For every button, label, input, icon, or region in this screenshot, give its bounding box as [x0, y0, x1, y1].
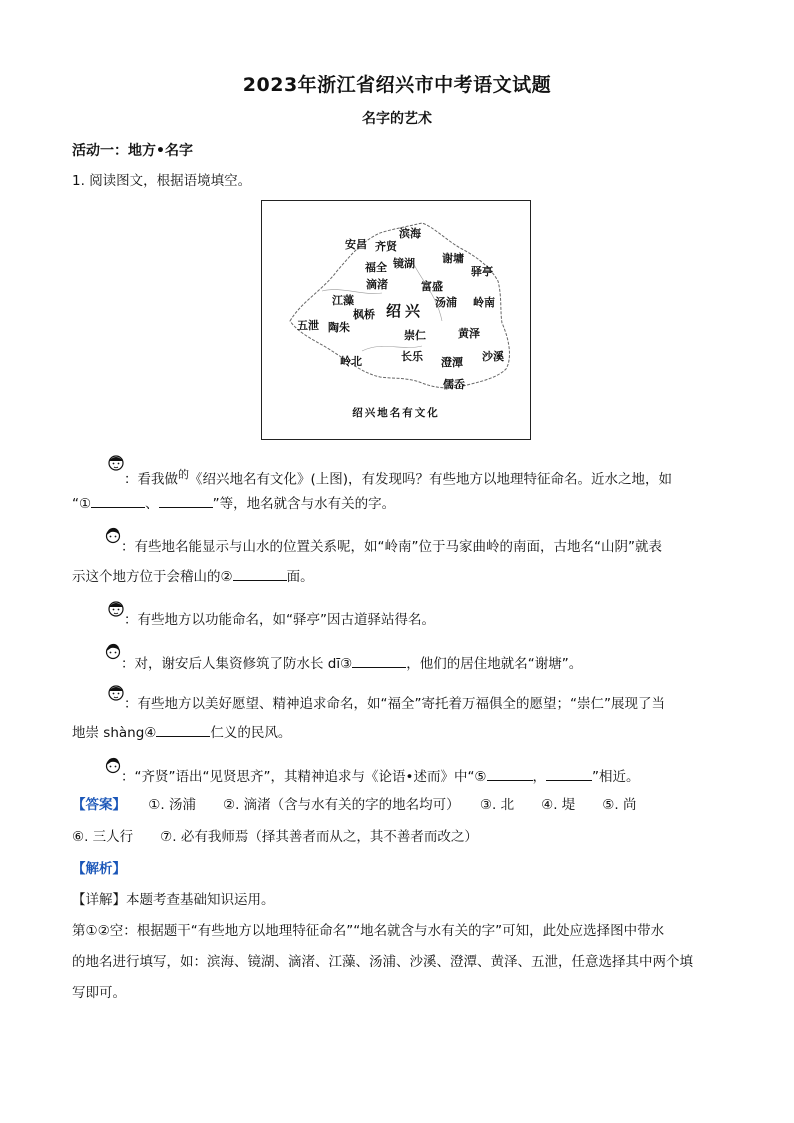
- boy-avatar-icon: [107, 452, 125, 472]
- analysis-label: 【解析】: [72, 861, 126, 877]
- map-place: 枫桥: [353, 308, 375, 321]
- dialogue-text: “①: [72, 496, 92, 512]
- answer-blank[interactable]: [159, 494, 213, 508]
- detail-line: [72, 891, 275, 909]
- analysis-para: 写即可。: [72, 985, 126, 1001]
- map-place: 岭南: [473, 296, 495, 309]
- question-number: 1.: [72, 173, 85, 189]
- dialogue-text: ，他们的居住地就名“谢塘”。: [406, 656, 583, 672]
- answer-text: ①. 汤浦 ②. 滴渚（含与水有关的字的地名均可） ③. 北 ④. 堤 ⑤. 尚: [148, 797, 637, 813]
- map-place: 沙溪: [482, 350, 504, 363]
- map-place: 滴渚: [366, 278, 388, 291]
- dialogue-text: 地崇 shàng④: [72, 725, 157, 741]
- map-place: 安昌: [345, 238, 367, 251]
- boy-avatar-icon: [107, 682, 125, 702]
- map-caption: 绍兴地名有文化: [352, 407, 440, 419]
- dialogue-text: 的: [178, 468, 189, 481]
- dialogue-text: ：有些地方以美好愿望、精神追求命名，如“福全”寄托着万福俱全的愿望；“崇仁”展现了当: [124, 696, 665, 712]
- map-place: 澄潭: [441, 356, 463, 369]
- analysis-para: 第①②空：根据题干“有些地方以地理特征命名”“地名就含与水有关的字”可知，此处应选择图中带水: [72, 923, 665, 939]
- dialogue-text: 仁义的民风。: [210, 725, 292, 741]
- dialogue-text: ”等，地名就含与水有关的字。: [212, 496, 396, 512]
- activity-heading: 活动一：地方•名字: [72, 143, 193, 159]
- dialogue-line-1-cont: [72, 494, 395, 513]
- map-place: 滨海: [399, 227, 421, 240]
- dialogue-text: ：有些地名能显示与山水的位置关系呢，如“岭南”位于马家曲岭的南面，古地名“山阴”就表: [121, 539, 662, 555]
- dialogue-text: ：对，谢安后人集资修筑了防水长 dī③: [121, 656, 353, 672]
- map-place: 江藻: [332, 294, 354, 307]
- girl-avatar-icon: [104, 754, 122, 776]
- map-place: 岭北: [340, 355, 362, 368]
- map-place: 儒岙: [443, 378, 465, 391]
- map-place-center: 绍兴: [386, 302, 425, 320]
- answer-label: 【答案】: [72, 797, 126, 813]
- dialogue-text: 面。: [286, 569, 314, 585]
- map-place: 长乐: [401, 350, 423, 363]
- answer-line-1: [72, 796, 636, 814]
- dialogue-line-5: [124, 695, 665, 713]
- dialogue-text: ”相近。: [592, 769, 640, 785]
- dialogue-text: ：看我做: [124, 471, 178, 488]
- girl-avatar-icon: [104, 640, 122, 662]
- map-figure: [261, 200, 531, 440]
- dialogue-line-2-cont: [72, 567, 314, 586]
- dialogue-text: ，: [532, 769, 547, 785]
- dialogue-line-4: [121, 654, 582, 673]
- dialogue-text: ：有些地方以功能命名，如“驿亭”因古道驿站得名。: [124, 612, 435, 628]
- map-place: 谢墉: [442, 252, 464, 265]
- answer-blank[interactable]: [487, 767, 533, 781]
- dialogue-text: 《绍兴地名有文化》(上图)，有发现吗？有些地方以地理特征命名。近水之地，如: [189, 471, 673, 488]
- answer-line-2: [72, 828, 478, 846]
- question-line: [72, 172, 251, 190]
- detail-text: 本题考查基础知识运用。: [126, 892, 275, 908]
- answer-blank[interactable]: [156, 723, 210, 737]
- analysis-heading: [72, 860, 126, 878]
- dialogue-line-2: [121, 538, 662, 556]
- answer-blank[interactable]: [233, 567, 287, 581]
- page-title: 2023年浙江省绍兴市中考语文试题: [242, 74, 552, 96]
- answer-blank[interactable]: [91, 494, 145, 508]
- map-place: 福全: [365, 261, 387, 274]
- map-place: 五泄: [297, 319, 319, 332]
- map-place: 镜湖: [393, 257, 415, 270]
- girl-avatar-icon: [104, 524, 122, 546]
- dialogue-line-5-cont: [72, 723, 291, 742]
- analysis-para: 的地名进行填写，如：滨海、镜湖、滴渚、江藻、汤浦、沙溪、澄潭、黄泽、五泄，任意选择其中两个填: [72, 954, 693, 970]
- map-place: 汤浦: [435, 296, 457, 309]
- answer-text: ⑥. 三人行 ⑦. 必有我师焉（择其善者而从之，其不善者而改之）: [72, 829, 478, 845]
- answer-blank[interactable]: [352, 654, 406, 668]
- dialogue-line-1: [124, 466, 672, 489]
- dialogue-line-6: [121, 767, 640, 786]
- dialogue-line-3: [124, 611, 435, 629]
- detail-label: 【详解】: [72, 892, 126, 908]
- map-place: 黄泽: [458, 327, 480, 340]
- map-place: 驿亭: [471, 265, 493, 278]
- map-place: 崇仁: [404, 329, 426, 342]
- map-place: 陶朱: [328, 321, 350, 334]
- map-place: 齐贤: [375, 240, 397, 253]
- map-place: 富盛: [421, 280, 443, 293]
- question-prompt: 阅读图文，根据语境填空。: [89, 173, 252, 189]
- answer-blank[interactable]: [546, 767, 592, 781]
- dialogue-text: ：“齐贤”语出“见贤思齐”，其精神追求与《论语•述而》中“⑤: [121, 769, 487, 785]
- dialogue-text: 示这个地方位于会稽山的②: [72, 569, 233, 585]
- boy-avatar-icon: [107, 598, 125, 618]
- page-subtitle: 名字的艺术: [362, 111, 432, 127]
- dialogue-text: 、: [145, 496, 159, 512]
